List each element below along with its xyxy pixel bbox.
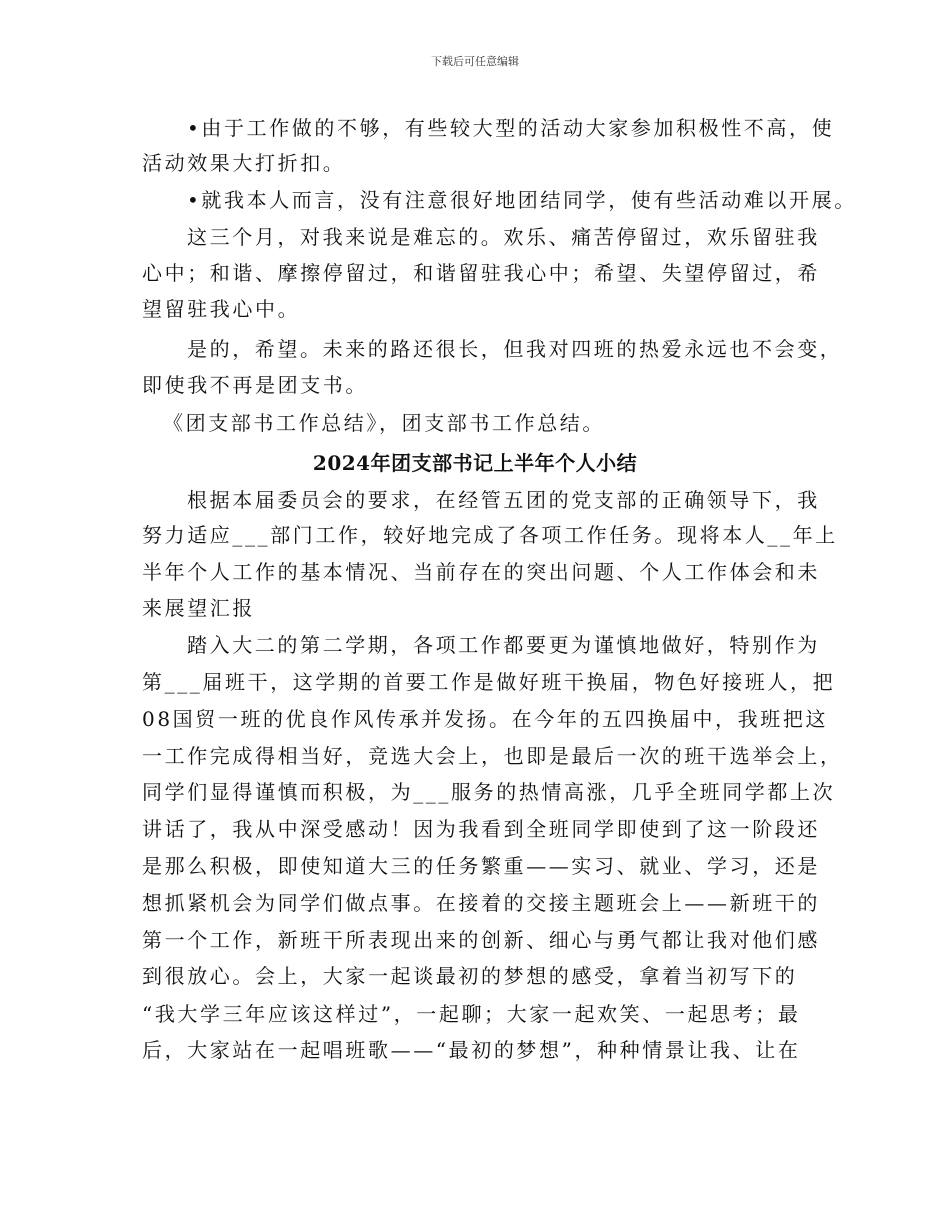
paragraph-line: 《团支部书工作总结》，团支部书工作总结。 [163, 411, 605, 435]
paragraph-line: 来展望汇报 [142, 596, 255, 620]
paragraph-line: 是的，希望。未来的路还很长，但我对四班的热爱永远也不会变， [187, 337, 843, 361]
paragraph-line: 半年个人工作的基本情况、当前存在的突出问题、个人工作体会和未 [142, 560, 820, 584]
paragraph-line: 同学们显得谨慎而积极，为___服务的热情高涨，几乎全班同学都上次 [142, 780, 836, 804]
paragraph-line: 即使我不再是团支书。 [142, 373, 368, 397]
paragraph-line: 心中；和谐、摩擦停留过，和谐留驻我心中；希望、失望停留过，希 [142, 261, 820, 285]
paragraph-line: 一工作完成得相当好，竞选大会上，也即是最后一次的班干选举会上， [142, 744, 843, 768]
paragraph-line: 后，大家站在一起唱班歌——“最初的梦想”，种种情景让我、让在 [142, 1038, 801, 1062]
paragraph-line: 努力适应___部门工作，较好地完成了各项工作任务。现将本人__年上 [142, 523, 838, 547]
paragraph-line: •就我本人而言，没有注意很好地团结同学，使有些活动难以开展。 [187, 188, 857, 212]
paragraph-line: •由于工作做的不够，有些较大型的活动大家参加积极性不高，使 [187, 116, 835, 140]
page-header: 下载后可任意编辑 [431, 55, 519, 68]
paragraph-line: 讲话了，我从中深受感动！因为我看到全班同学即使到了这一阶段还 [142, 817, 820, 841]
paragraph-line: 这三个月，对我来说是难忘的。欢乐、痛苦停留过，欢乐留驻我 [187, 225, 820, 249]
paragraph-line: 根据本届委员会的要求，在经管五团的党支部的正确领导下，我 [187, 488, 820, 512]
paragraph-line: 踏入大二的第二学期，各项工作都要更为谨慎地做好，特别作为 [187, 633, 820, 657]
paragraph-line: 是那么积极，即使知道大三的任务繁重——实习、就业、学习，还是 [142, 854, 820, 878]
paragraph-line: 08国贸一班的优良作风传承并发扬。在今年的五四换届中，我班把这 [142, 707, 829, 731]
paragraph-line: 第一个工作，新班干所表现出来的创新、细心与勇气都让我对他们感 [142, 928, 820, 952]
paragraph-line: 第___届班干，这学期的首要工作是做好班干换届，物色好接班人，把 [142, 670, 836, 694]
paragraph-line: “我大学三年应该这样过”，一起聊；大家一起欢笑、一起思考；最 [142, 1002, 801, 1026]
paragraph-line: 活动效果大打折扣。 [142, 151, 346, 175]
paragraph-line: 望留驻我心中。 [142, 297, 301, 321]
paragraph-line: 到很放心。会上，大家一起谈最初的梦想的感受，拿着当初写下的 [142, 964, 798, 988]
section-title: 2024年团支部书记上半年个人小结 [312, 451, 638, 475]
paragraph-line: 想抓紧机会为同学们做点事。在接着的交接主题班会上——新班干的 [142, 891, 820, 915]
